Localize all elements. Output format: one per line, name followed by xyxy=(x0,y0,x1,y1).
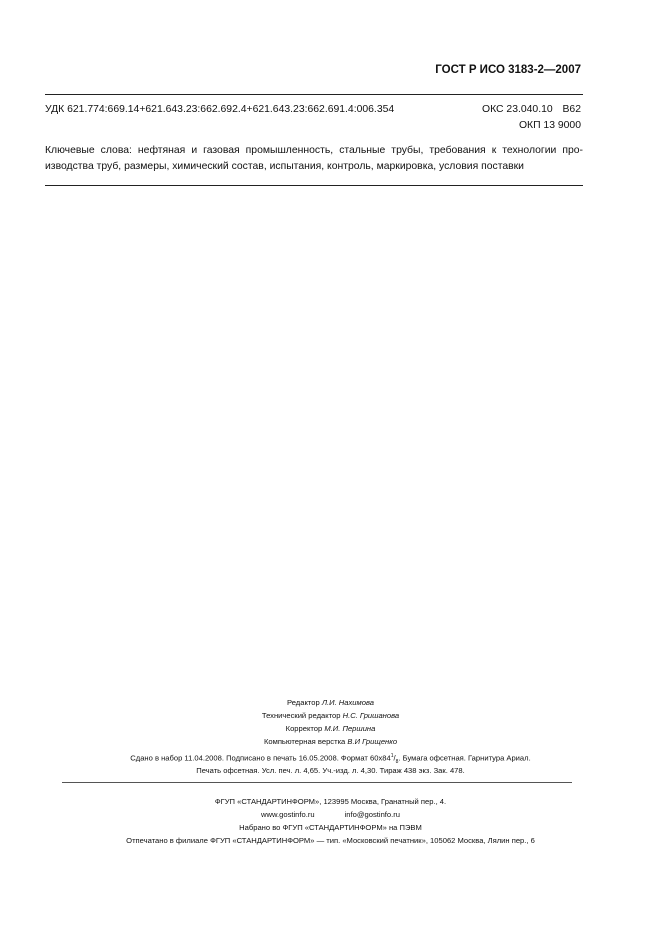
printing-info: Отпечатано в филиале ФГУП «СТАНДАРТИНФОРМ» — тип. «Московский печатник», 105062 Москва, Лялин пер., 6 xyxy=(126,836,535,845)
oks-code: ОКС 23.040.10 xyxy=(482,104,553,115)
top-divider xyxy=(45,94,583,95)
group-code: В62 xyxy=(562,104,581,115)
publisher-contacts xyxy=(0,810,661,819)
publisher-address: ФГУП «СТАНДАРТИНФОРМ», 123995 Москва, Гранатный пер., 4. xyxy=(214,797,447,806)
email-link[interactable]: info@gostinfo.ru xyxy=(344,810,401,819)
credit-corrector: Корректор М.И. Першина xyxy=(285,724,376,733)
keywords-divider xyxy=(45,185,583,186)
okp-code: ОКП 13 9000 xyxy=(518,120,581,131)
credit-tech-editor: Технический редактор Н.С. Гришанова xyxy=(261,711,400,720)
standard-number: ГОСТ Р ИСО 3183-2—2007 xyxy=(435,64,581,76)
print-info-line-2: Печать офсетная. Усл. печ. л. 4,65. Уч.-изд. л. 4,30. Тираж 438 экз. Зак. 478. xyxy=(196,766,465,775)
typeset-info: Набрано во ФГУП «СТАНДАРТИНФОРМ» на ПЭВМ xyxy=(239,823,422,832)
credit-editor: Редактор Л.И. Нахимова xyxy=(287,698,374,707)
print-info-line-1: Сдано в набор 11.04.2008. Подписано в печать 16.05.2008. Формат $60x84^1/_8$. Бумага офсетная. Гарнитура Ариал. xyxy=(130,753,531,766)
udk-code: УДК 621.774:669.14+621.643.23:662.692.4+621.643.23:662.691.4:006.354 xyxy=(45,104,395,115)
credit-layout: Компьютерная верстка В.И Грищенко xyxy=(263,737,398,746)
keywords-line-2: изводства труб, размеры, химический состав, испытания, контроль, маркировка, условия поставки xyxy=(45,161,524,172)
keywords-line-1: Ключевые слова: нефтяная и газовая промышленность, стальные трубы, требования к технологии про- xyxy=(45,145,583,156)
website-link[interactable]: www.gostinfo.ru xyxy=(260,810,315,819)
imprint-divider xyxy=(62,782,572,783)
